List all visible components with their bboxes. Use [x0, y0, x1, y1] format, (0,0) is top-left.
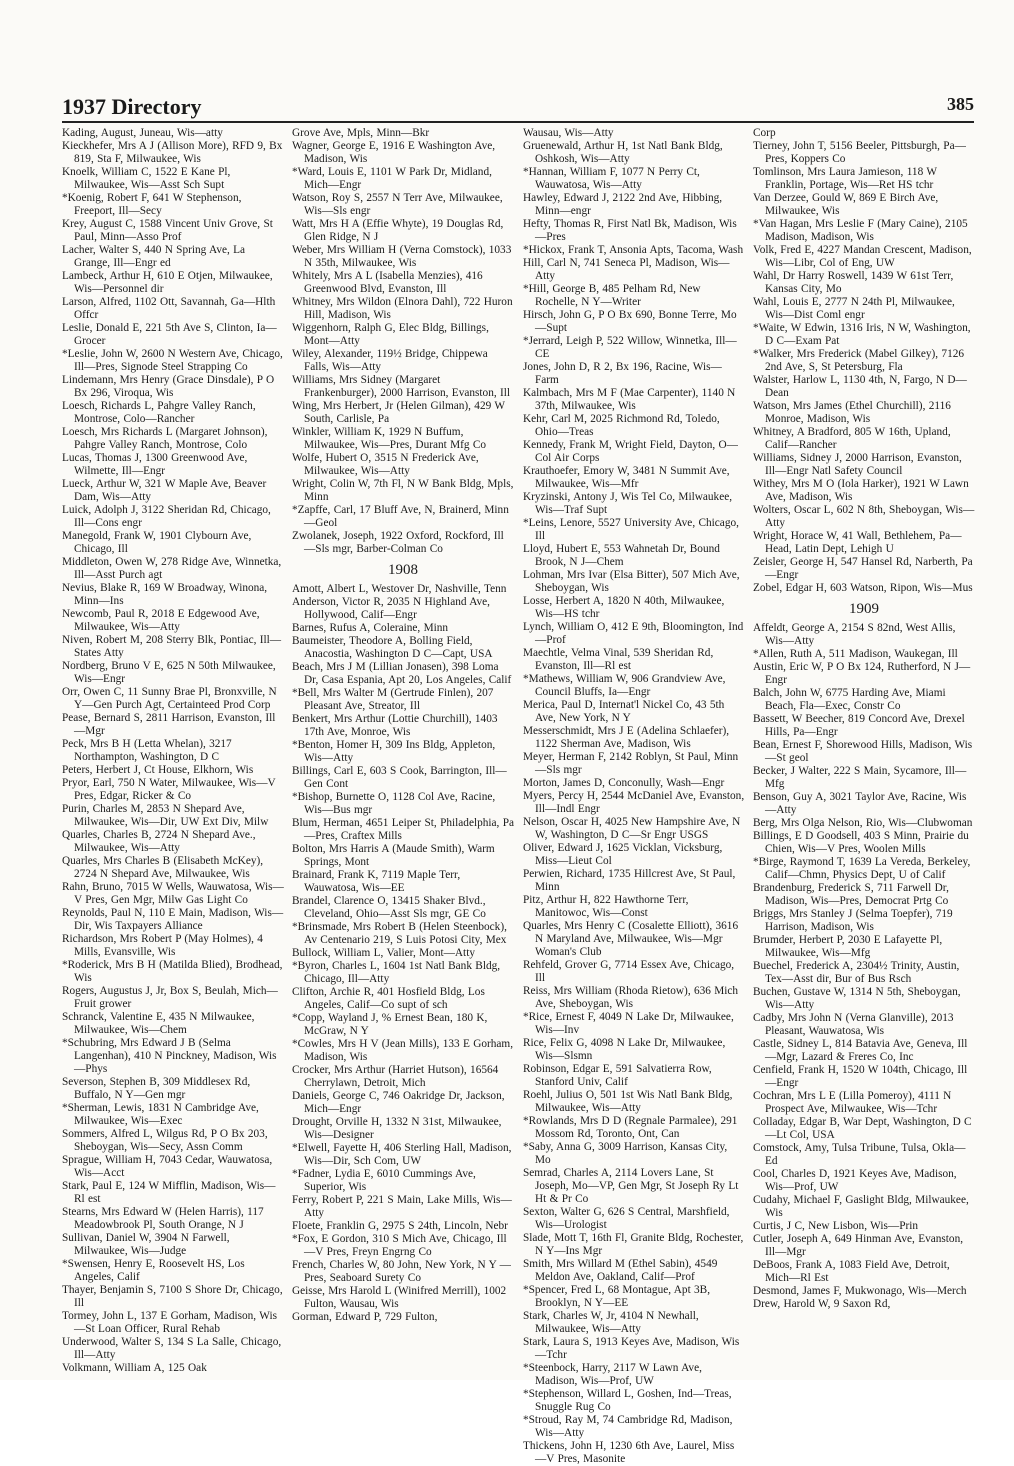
directory-entry: Kading, August, Juneau, Wis—atty — [62, 127, 223, 139]
directory-entry: Crocker, Mrs Arthur (Harriet Hutson), 16564 Cherrylawn, Detroit, Mich — [292, 1064, 499, 1089]
directory-entry: Benkert, Mrs Arthur (Lottie Churchill), 1403 17th Ave, Monroe, Wis — [292, 713, 498, 738]
directory-entry: *Rice, Ernest F, 4049 N Lake Dr, Milwaukee, Wis—Inv — [523, 1011, 734, 1036]
directory-entry: Kehr, Carl M, 2025 Richmond Rd, Toledo, Ohio—Treas — [523, 413, 720, 438]
directory-entry: Becker, J Walter, 222 S Main, Sycamore, Ill—Mfg — [753, 765, 967, 790]
directory-entry: Cudahy, Michael F, Gaslight Bldg, Milwaukee, Wis — [753, 1194, 969, 1219]
directory-entry: Colladay, Edgar B, War Dept, Washington, D C—Lt Col, USA — [753, 1116, 972, 1141]
directory-entry: Floete, Franklin G, 2975 S 24th, Lincoln, Nebr — [292, 1220, 508, 1232]
directory-entry: Kryzinski, Antony J, Wis Tel Co, Milwaukee, Wis—Traf Supt — [523, 491, 733, 516]
directory-entry: *Saby, Anna G, 3009 Harrison, Kansas City, Mo — [523, 1141, 728, 1166]
directory-entry: Desmond, James F, Mukwonago, Wis—Merch — [753, 1285, 967, 1297]
class-year-heading: 1908 — [388, 562, 418, 578]
directory-entry: Loesch, Mrs Richards L (Margaret Johnson), Pahgre Valley Ranch, Montrose, Colo — [62, 426, 268, 451]
directory-entry: *Allen, Ruth A, 511 Madison, Waukegan, Ill — [753, 648, 958, 660]
directory-entry: Peck, Mrs B H (Letta Whelan), 3217 Northampton, Washington, D C — [62, 738, 232, 763]
directory-entry: Withey, Mrs M O (Iola Harker), 1921 W Lawn Ave, Madison, Wis — [753, 478, 969, 503]
page-title: 1937 Directory — [62, 94, 202, 119]
directory-entry: French, Charles W, 80 John, New York, N Y — Pres, Seaboard Surety Co — [292, 1259, 511, 1284]
column-1 — [62, 127, 284, 1375]
directory-entry: *Swensen, Henry E, Roosevelt HS, Los Angeles, Calif — [62, 1258, 245, 1283]
directory-entry: *Benton, Homer H, 309 Ins Bldg, Appleton, Wis—Atty — [292, 739, 496, 764]
directory-entry: Maechtle, Velma Vinal, 539 Sheridan Rd, Evanston, Ill—Rl est — [523, 647, 714, 672]
directory-entry: *Elwell, Fayette H, 406 Sterling Hall, Madison, Wis—Dir, Sch Com, UW — [292, 1142, 512, 1167]
directory-entry: Kalmbach, Mrs M F (Mae Carpenter), 1140 N 37th, Milwaukee, Wis — [523, 387, 736, 412]
directory-entry: Tierney, John T, 5156 Beeler, Pittsburgh, Pa—Pres, Koppers Co — [753, 140, 966, 165]
directory-entry: Cenfield, Frank H, 1520 W 104th, Chicago, Ill—Engr — [753, 1064, 968, 1089]
directory-entry: Winkler, William K, 1929 N Buffum, Milwaukee, Wis—Pres, Durant Mfg Co — [292, 426, 487, 451]
directory-entry: Blum, Herman, 4651 Leiper St, Philadelphia, Pa—Pres, Craftex Mills — [292, 817, 514, 842]
directory-entry: Wahl, Louis E, 2777 N 24th Pl, Milwaukee, Wis—Dist Coml engr — [753, 296, 955, 321]
directory-entry: Brumder, Herbert P, 2030 E Lafayette Pl, Milwaukee, Wis—Mfg — [753, 934, 943, 959]
directory-entry: Orr, Owen C, 11 Sunny Brae Pl, Bronxville, N Y—Gen Purch Agt, Certainteed Prod Corp — [62, 686, 277, 711]
directory-entry: Roehl, Julius O, 501 1st Wis Natl Bank Bldg, Milwaukee, Wis—Atty — [523, 1089, 733, 1114]
column-3 — [523, 127, 745, 1466]
directory-entry: Cadby, Mrs John N (Verna Glanville), 2013 Pleasant, Wauwatosa, Wis — [753, 1012, 954, 1037]
directory-entry: Severson, Stephen B, 309 Middlesex Rd, Buffalo, N Y—Gen mgr — [62, 1076, 251, 1101]
directory-entry: Smith, Mrs Willard M (Ethel Sabin), 4549 Meldon Ave, Oakland, Calif—Prof — [523, 1258, 718, 1283]
directory-entry: *Stroud, Ray M, 74 Cambridge Rd, Madison, Wis—Atty — [523, 1414, 733, 1439]
directory-entry: Williams, Mrs Sidney (Margaret Frankenburger), 2000 Harrison, Evanston, Ill — [292, 374, 511, 399]
directory-entry: Nordberg, Bruno V E, 625 N 50th Milwaukee, Wis—Engr — [62, 660, 276, 685]
directory-entry: *Bell, Mrs Walter M (Gertrude Finlen), 207 Pleasant Ave, Streator, Ill — [292, 687, 494, 712]
directory-entry: Thayer, Benjamin S, 7100 S Shore Dr, Chicago, Ill — [62, 1284, 283, 1309]
directory-entry: Wiley, Alexander, 119½ Bridge, Chippewa Falls, Wis—Atty — [292, 348, 488, 373]
directory-entry: *Roderick, Mrs B H (Matilda Blied), Brodhead, Wis — [62, 959, 283, 984]
directory-entry: Billings, E D Goodsell, 403 S Minn, Prairie du Chien, Wis—V Pres, Woolen Mills — [753, 830, 969, 855]
directory-entry: Losse, Herbert A, 1820 N 40th, Milwaukee, Wis—HS tchr — [523, 595, 725, 620]
class-year-heading: 1909 — [849, 601, 879, 617]
directory-entry: *Spencer, Fred L, 68 Montague, Apt 3B, Brooklyn, N Y—EE — [523, 1284, 711, 1309]
column-2 — [292, 127, 514, 1324]
directory-entry: Buchen, Gustave W, 1314 N 5th, Sheboygan, Wis—Atty — [753, 986, 961, 1011]
directory-entry: Anderson, Victor R, 2035 N Highland Ave, Hollywood, Calif—Engr — [292, 596, 491, 621]
directory-entry: Beach, Mrs J M (Lillian Jonasen), 398 Loma Dr, Casa Espania, Apt 20, Los Angeles, Calif — [292, 661, 512, 686]
directory-entry: *Steenbock, Harry, 2117 W Lawn Ave, Madison, Wis—Prof, UW — [523, 1362, 702, 1387]
directory-entry: *Ward, Louis E, 1101 W Park Dr, Midland, Mich—Engr — [292, 166, 492, 191]
directory-entry: Lambeck, Arthur H, 610 E Otjen, Milwaukee, Wis—Personnel dir — [62, 270, 273, 295]
directory-entry: Wolfe, Hubert O, 3515 N Frederick Ave, Milwaukee, Wis—Atty — [292, 452, 479, 477]
directory-entry: Stark, Charles W, Jr, 4104 N Newhall, Milwaukee, Wis—Atty — [523, 1310, 699, 1335]
directory-entry: Hefty, Thomas R, First Natl Bk, Madison, Wis—Pres — [523, 218, 737, 243]
directory-entry: Bolton, Mrs Harris A (Maude Smith), Warm Springs, Mont — [292, 843, 495, 868]
header-rule — [62, 121, 974, 123]
directory-entry: Cool, Charles D, 1921 Keyes Ave, Madison, Wis—Prof, UW — [753, 1168, 957, 1193]
directory-entry: Buechel, Frederick A, 2304½ Trinity, Austin, Tex—Asst dir, Bur of Bus Rsch — [753, 960, 960, 985]
directory-entry: *Schubring, Mrs Edward J B (Selma Langenhan), 410 N Pinckney, Madison, Wis—Phys — [62, 1037, 277, 1075]
directory-entry: Castle, Sidney L, 814 Batavia Ave, Geneva, Ill—Mgr, Lazard & Freres Co, Inc — [753, 1038, 968, 1063]
directory-entry: Whitely, Mrs A L (Isabella Menzies), 416 Greenwood Blvd, Evanston, Ill — [292, 270, 483, 295]
directory-entry: Drought, Orville H, 1332 N 31st, Milwaukee, Wis—Designer — [292, 1116, 502, 1141]
directory-entry: Meyer, Herman F, 2142 Roblyn, St Paul, Minn—Sls mgr — [523, 751, 739, 776]
directory-entry: Corp — [753, 127, 776, 139]
directory-entry: Whitney, Mrs Wildon (Elnora Dahl), 722 Huron Hill, Madison, Wis — [292, 296, 513, 321]
directory-entry: Cutler, Joseph A, 649 Hinman Ave, Evanston, Ill—Mgr — [753, 1233, 964, 1258]
directory-entry: Larson, Alfred, 1102 Ott, Savannah, Ga—Hlth Offcr — [62, 296, 276, 321]
directory-entry: Rahn, Bruno, 7015 W Wells, Wauwatosa, Wis—V Pres, Gen Mgr, Milw Gas Light Co — [62, 881, 284, 906]
directory-entry: Watson, Mrs James (Ethel Churchill), 2116 Monroe, Madison, Wis — [753, 400, 951, 425]
directory-entry: Tormey, John L, 137 E Gorham, Madison, Wis—St Loan Officer, Rural Rehab — [62, 1310, 277, 1335]
directory-entry: *Copp, Wayland J, % Ernest Bean, 180 K, McGraw, N Y — [292, 1012, 488, 1037]
directory-entry: Lloyd, Hubert E, 553 Wahnetah Dr, Bound Brook, N J—Chem — [523, 543, 720, 568]
directory-entry: Robinson, Edgar E, 591 Salvatierra Row, Stanford Univ, Calif — [523, 1063, 712, 1088]
directory-entry: Wiggenhorn, Ralph G, Elec Bldg, Billings, Mont—Atty — [292, 322, 489, 347]
directory-entry: Clifton, Archie R, 401 Hosfield Bldg, Los Angeles, Calif—Co supt of sch — [292, 986, 485, 1011]
directory-entry: Luick, Adolph J, 3122 Sheridan Rd, Chicago, Ill—Cons engr — [62, 504, 271, 529]
directory-entry: *Leins, Lenore, 5527 University Ave, Chicago, Ill — [523, 517, 739, 542]
directory-entry: Wausau, Wis—Atty — [523, 127, 614, 139]
directory-entry: Briggs, Mrs Stanley J (Selma Toepfer), 719 Harrison, Madison, Wis — [753, 908, 953, 933]
directory-entry: *Leslie, John W, 2600 N Western Ave, Chicago, Ill—Pres, Signode Steel Strapping Co — [62, 348, 283, 373]
directory-entry: Quarles, Mrs Henry C (Cosalette Elliott), 3616 N Maryland Ave, Milwaukee, Wis—Mgr Woman's Club — [523, 920, 739, 958]
directory-entry: Morton, James D, Conconully, Wash—Engr — [523, 777, 725, 789]
directory-entry: Hirsch, John G, P O Bx 690, Bonne Terre, Mo—Supt — [523, 309, 737, 334]
directory-entry: Tomlinson, Mrs Laura Jamieson, 118 W Franklin, Portage, Wis—Ret HS tchr — [753, 166, 937, 191]
directory-entry: Watson, Roy S, 2557 N Terr Ave, Milwaukee, Wis—Sls engr — [292, 192, 503, 217]
directory-entry: Cochran, Mrs L E (Lilla Pomeroy), 4111 N Prospect Ave, Milwaukee, Wis—Tchr — [753, 1090, 952, 1115]
directory-entry: Berg, Mrs Olga Nelson, Rio, Wis—Clubwoman — [753, 817, 973, 829]
directory-entry: Knoelk, William C, 1522 E Kane Pl, Milwaukee, Wis—Asst Sch Supt — [62, 166, 231, 191]
directory-entry: Wing, Mrs Herbert, Jr (Helen Gilman), 429 W South, Carlisle, Pa — [292, 400, 505, 425]
page-number: 385 — [947, 94, 974, 114]
directory-entry: Hill, Carl N, 741 Seneca Pl, Madison, Wis—Atty — [523, 257, 730, 282]
directory-entry: Baumeister, Theodore A, Bolling Field, Anacostia, Washington D C—Capt, USA — [292, 635, 493, 660]
directory-entry: Van Derzee, Gould W, 869 E Birch Ave, Milwaukee, Wis — [753, 192, 939, 217]
directory-entry: Krey, August C, 1588 Vincent Univ Grove, St Paul, Minn—Asso Prof — [62, 218, 273, 243]
directory-entry: Lindemann, Mrs Henry (Grace Dinsdale), P O Bx 296, Viroqua, Wis — [62, 374, 275, 399]
directory-entry: Kieckhefer, Mrs A J (Allison More), RFD 9, Bx 819, Sta F, Milwaukee, Wis — [62, 140, 283, 165]
directory-entry: Grove Ave, Mpls, Minn—Bkr — [292, 127, 430, 139]
directory-entry: Benson, Guy A, 3021 Taylor Ave, Racine, Wis—Atty — [753, 791, 967, 816]
directory-entry: Quarles, Mrs Charles B (Elisabeth McKey), 2724 N Shepard Ave, Milwaukee, Wis — [62, 855, 264, 880]
directory-entry: Lucas, Thomas J, 1300 Greenwood Ave, Wilmette, Ill—Engr — [62, 452, 248, 477]
directory-entry: Kennedy, Frank M, Wright Field, Dayton, O—Col Air Corps — [523, 439, 738, 464]
directory-entry: Comstock, Amy, Tulsa Tribune, Tulsa, Okla—Ed — [753, 1142, 966, 1167]
directory-entry: Merica, Paul D, Internat'l Nickel Co, 43 5th Ave, New York, N Y — [523, 699, 725, 724]
directory-entry: Slade, Mott T, 16th Fl, Granite Bldg, Rochester, N Y—Ins Mgr — [523, 1232, 744, 1257]
directory-entry: Stark, Paul E, 124 W Mifflin, Madison, Wis—Rl est — [62, 1180, 276, 1205]
directory-entry: Purin, Charles M, 2853 N Shepard Ave, Milwaukee, Wis—Dir, UW Ext Div, Milw — [62, 803, 269, 828]
directory-entry: Whitney, A Bradford, 805 W 16th, Upland, Calif—Rancher — [753, 426, 951, 451]
directory-entry: Zwolanek, Joseph, 1922 Oxford, Rockford, Ill—Sls mgr, Barber-Colman Co — [292, 530, 504, 555]
directory-entry: Geisse, Mrs Harold L (Winifred Merrill), 1002 Fulton, Wausau, Wis — [292, 1285, 507, 1310]
directory-entry: Krauthoefer, Emory W, 3481 N Summit Ave, Milwaukee, Wis—Mfr — [523, 465, 730, 490]
directory-entry: Walster, Harlow L, 1130 4th, N, Fargo, N D—Dean — [753, 374, 967, 399]
directory-entry: Williams, Sidney J, 2000 Harrison, Evanston, Ill—Engr Natl Safety Council — [753, 452, 962, 477]
directory-entry: Schranck, Valentine E, 435 N Milwaukee, Milwaukee, Wis—Chem — [62, 1011, 255, 1036]
directory-entry: *Byron, Charles L, 1604 1st Natl Bank Bldg, Chicago, Ill—Atty — [292, 960, 501, 985]
directory-entry: Drew, Harold W, 9 Saxon Rd, — [753, 1298, 891, 1310]
directory-entry: Volk, Fred E, 4227 Mandan Crescent, Madison, Wis—Libr, Col of Eng, UW — [753, 244, 972, 269]
directory-entry: Austin, Eric W, P O Bx 124, Rutherford, N J—Engr — [753, 661, 971, 686]
directory-entry: Reiss, Mrs William (Rhoda Rietow), 636 Mich Ave, Sheboygan, Wis — [523, 985, 739, 1010]
directory-entry: Pryor, Earl, 750 N Water, Milwaukee, Wis—V Pres, Edgar, Ricker & Co — [62, 777, 276, 802]
directory-entry: Lynch, William O, 412 E 9th, Bloomington, Ind—Prof — [523, 621, 744, 646]
directory-entry: Brainard, Frank K, 7119 Maple Terr, Wauwatosa, Wis—EE — [292, 869, 461, 894]
directory-entry: Nelson, Oscar H, 4025 New Hampshire Ave, N W, Washington, D C—Sr Engr USGS — [523, 816, 741, 841]
directory-entry: Daniels, George C, 746 Oakridge Dr, Jackson, Mich—Engr — [292, 1090, 505, 1115]
directory-entry: Thickens, John H, 1230 6th Ave, Laurel, Miss—V Pres, Masonite — [523, 1440, 735, 1465]
directory-entry: Loesch, Richards L, Pahgre Valley Ranch, Montrose, Colo—Rancher — [62, 400, 256, 425]
directory-entry: *Walker, Mrs Frederick (Mabel Gilkey), 7126 2nd Ave, S, St Petersburg, Fla — [753, 348, 965, 373]
directory-entry: Barnes, Rufus A, Coleraine, Minn — [292, 622, 449, 634]
directory-entry: Pease, Bernard S, 2811 Harrison, Evanston, Ill—Mgr — [62, 712, 276, 737]
directory-entry: Rogers, Augustus J, Jr, Box S, Beulah, Mich—Fruit grower — [62, 985, 278, 1010]
directory-entry: Bean, Ernest F, Shorewood Hills, Madison, Wis—St geol — [753, 739, 973, 764]
directory-entry: Richardson, Mrs Robert P (May Holmes), 4 Mills, Evansville, Wis — [62, 933, 263, 958]
directory-entry: Reynolds, Paul N, 110 E Main, Madison, Wis—Dir, Wis Taxpayers Alliance — [62, 907, 284, 932]
directory-entry: *Sherman, Lewis, 1831 N Cambridge Ave, Milwaukee, Wis—Exec — [62, 1102, 259, 1127]
directory-entry: *Van Hagan, Mrs Leslie F (Mary Caine), 2105 Madison, Madison, Wis — [753, 218, 968, 243]
directory-entry: *Rowlands, Mrs D D (Regnale Parmalee), 291 Mossom Rd, Toronto, Ont, Can — [523, 1115, 738, 1140]
page-header — [62, 94, 974, 120]
directory-entry: *Brinsmade, Mrs Robert B (Helen Steenbock), Av Centenario 219, S Luis Potosi City, Mex — [292, 921, 507, 946]
directory-entry: Wagner, George E, 1916 E Washington Ave, Madison, Wis — [292, 140, 496, 165]
directory-entry: Amott, Albert L, Westover Dr, Nashville, Tenn — [292, 583, 507, 595]
directory-entry: Rice, Felix G, 4098 N Lake Dr, Milwaukee, Wis—Slsmn — [523, 1037, 726, 1062]
directory-entry: Bassett, W Beecher, 819 Concord Ave, Drexel Hills, Pa—Engr — [753, 713, 965, 738]
directory-entry: Zobel, Edgar H, 603 Watson, Ripon, Wis—Mus — [753, 582, 973, 594]
directory-entry: Semrad, Charles A, 2114 Lovers Lane, St Joseph, Mo—VP, Gen Mgr, St Joseph Ry Lt Ht & Pr Co — [523, 1167, 739, 1205]
directory-entry: Hawley, Edward J, 2122 2nd Ave, Hibbing, Minn—engr — [523, 192, 723, 217]
directory-entry: Bullock, William L, Valier, Mont—Atty — [292, 947, 475, 959]
directory-entry: Manegold, Frank W, 1901 Clybourn Ave, Chicago, Ill — [62, 530, 252, 555]
column-4 — [753, 127, 975, 1311]
directory-entry: *Jerrard, Leigh P, 522 Willow, Winnetka, Ill—CE — [523, 335, 737, 360]
directory-entry: *Cowles, Mrs H V (Jean Mills), 133 E Gorham, Madison, Wis — [292, 1038, 514, 1063]
directory-entry: Balch, John W, 6775 Harding Ave, Miami Beach, Fla—Exec, Constr Co — [753, 687, 946, 712]
directory-entry: Leslie, Donald E, 221 5th Ave S, Clinton, Ia—Grocer — [62, 322, 277, 347]
directory-entry: Wahl, Dr Harry Roswell, 1439 W 61st Terr, Kansas City, Mo — [753, 270, 954, 295]
directory-entry: *Zapffe, Carl, 17 Bluff Ave, N, Brainerd, Minn—Geol — [292, 504, 509, 529]
directory-entry: *Mathews, William W, 906 Grandview Ave, Council Bluffs, Ia—Engr — [523, 673, 726, 698]
directory-entry: Brandel, Clarence O, 13415 Shaker Blvd., Cleveland, Ohio—Asst Sls mgr, GE Co — [292, 895, 486, 920]
directory-entry: Niven, Robert M, 208 Sterry Blk, Pontiac, Ill—States Atty — [62, 634, 282, 659]
directory-entry: Pitz, Arthur H, 822 Hawthorne Terr, Manitowoc, Wis—Const — [523, 894, 689, 919]
directory-entry: Newcomb, Paul R, 2018 E Edgewood Ave, Milwaukee, Wis—Atty — [62, 608, 260, 633]
directory-entry: DeBoos, Frank A, 1083 Field Ave, Detroit, Mich—Rl Est — [753, 1259, 950, 1284]
directory-entry: *Stephenson, Willard L, Goshen, Ind—Treas, Snuggle Rug Co — [523, 1388, 732, 1413]
directory-entry: *Birge, Raymond T, 1639 La Vereda, Berkeley, Calif—Chmn, Physics Dept, U of Calif — [753, 856, 971, 881]
directory-entry: Volkmann, William A, 125 Oak — [62, 1362, 207, 1374]
directory-entry: Billings, Carl E, 603 S Cook, Barrington, Ill—Gen Cont — [292, 765, 507, 790]
directory-entry: Messerschmidt, Mrs J E (Adelina Schlaefer), 1122 Sherman Ave, Madison, Wis — [523, 725, 730, 750]
directory-entry: *Bishop, Burnette O, 1128 Col Ave, Racine, Wis—Bus mgr — [292, 791, 496, 816]
directory-entry: *Fox, E Gordon, 310 S Mich Ave, Chicago, Ill—V Pres, Freyn Engrng Co — [292, 1233, 507, 1258]
directory-entry: Gorman, Edward P, 729 Fulton, — [292, 1311, 438, 1323]
directory-entry: *Koenig, Robert F, 641 W Stephenson, Freeport, Ill—Secy — [62, 192, 242, 217]
directory-entry: Quarles, Charles B, 2724 N Shepard Ave., Milwaukee, Wis—Atty — [62, 829, 256, 854]
directory-entry: Lacher, Walter S, 440 N Spring Ave, La Grange, Ill—Engr ed — [62, 244, 246, 269]
directory-entry: Brandenburg, Frederick S, 711 Farwell Dr, Madison, Wis—Pres, Democrat Prtg Co — [753, 882, 949, 907]
directory-entry: Wright, Colin W, 7th Fl, N W Bank Bldg, Mpls, Minn — [292, 478, 514, 503]
directory-entry: Stearns, Mrs Edward W (Helen Harris), 117 Meadowbrook Pl, South Orange, N J — [62, 1206, 264, 1231]
directory-entry: Ferry, Robert P, 221 S Main, Lake Mills, Wis—Atty — [292, 1194, 512, 1219]
directory-entry: Middleton, Owen W, 278 Ridge Ave, Winnetka, Ill—Asst Purch agt — [62, 556, 282, 581]
directory-entry: *Hannan, William F, 1077 N Perry Ct, Wauwatosa, Wis—Atty — [523, 166, 700, 191]
directory-entry: Oliver, Edward J, 1625 Vicklan, Vicksburg, Miss—Lieut Col — [523, 842, 723, 867]
directory-entry: Zeisler, George H, 547 Hansel Rd, Narberth, Pa—Engr — [753, 556, 973, 581]
directory-entry: *Hill, George B, 485 Pelham Rd, New Rochelle, N Y—Writer — [523, 283, 701, 308]
directory-entry: Sullivan, Daniel W, 3904 N Farwell, Milwaukee, Wis—Judge — [62, 1232, 230, 1257]
directory-entry: Wright, Horace W, 41 Wall, Bethlehem, Pa—Head, Latin Dept, Lehigh U — [753, 530, 962, 555]
directory-entry: Lohman, Mrs Ivar (Elsa Bitter), 507 Mich Ave, Sheboygan, Wis — [523, 569, 740, 594]
directory-entry: Weber, Mrs William H (Verna Comstock), 1033 N 35th, Milwaukee, Wis — [292, 244, 512, 269]
directory-entry: Peters, Herbert J, Ct House, Elkhorn, Wis — [62, 764, 254, 776]
directory-entry: Perwien, Richard, 1735 Hillcrest Ave, St Paul, Minn — [523, 868, 736, 893]
directory-entry: Myers, Percy H, 2544 McDaniel Ave, Evanston, Ill—Indl Engr — [523, 790, 745, 815]
directory-entry: Underwood, Walter S, 134 S La Salle, Chicago, Ill—Atty — [62, 1336, 282, 1361]
directory-entry: Affeldt, George A, 2154 S 82nd, West Allis, Wis—Atty — [753, 622, 956, 647]
directory-entry: Gruenewald, Arthur H, 1st Natl Bank Bldg, Oshkosh, Wis—Atty — [523, 140, 723, 165]
directory-entry: Stark, Laura S, 1913 Keyes Ave, Madison, Wis—Tchr — [523, 1336, 740, 1361]
directory-entry: Sommers, Alfred L, Wilgus Rd, P O Bx 203, Sheboygan, Wis—Secy, Assn Comm — [62, 1128, 268, 1153]
directory-entry: Watt, Mrs H A (Effie Whyte), 19 Douglas Rd, Glen Ridge, N J — [292, 218, 504, 243]
directory-entry: Rehfeld, Grover G, 7714 Essex Ave, Chicago, Ill — [523, 959, 735, 984]
directory-entry: *Hickox, Frank T, Ansonia Apts, Tacoma, Wash — [523, 244, 744, 256]
directory-entry: *Fadner, Lydia E, 6010 Cummings Ave, Superior, Wis — [292, 1168, 476, 1193]
directory-entry: *Waite, W Edwin, 1316 Iris, N W, Washington, D C—Exam Pat — [753, 322, 971, 347]
directory-entry: Wolters, Oscar L, 602 N 8th, Sheboygan, Wis—Atty — [753, 504, 975, 529]
directory-entry: Sexton, Walter G, 626 S Central, Marshfield, Wis—Urologist — [523, 1206, 730, 1231]
directory-entry: Sprague, William H, 7043 Cedar, Wauwatosa, Wis—Acct — [62, 1154, 273, 1179]
directory-entry: Nevius, Blake R, 169 W Broadway, Winona, Minn—Ins — [62, 582, 268, 607]
directory-entry: Curtis, J C, New Lisbon, Wis—Prin — [753, 1220, 919, 1232]
directory-entry: Jones, John D, R 2, Bx 196, Racine, Wis—Farm — [523, 361, 722, 386]
directory-entry: Lueck, Arthur W, 321 W Maple Ave, Beaver Dam, Wis—Atty — [62, 478, 267, 503]
